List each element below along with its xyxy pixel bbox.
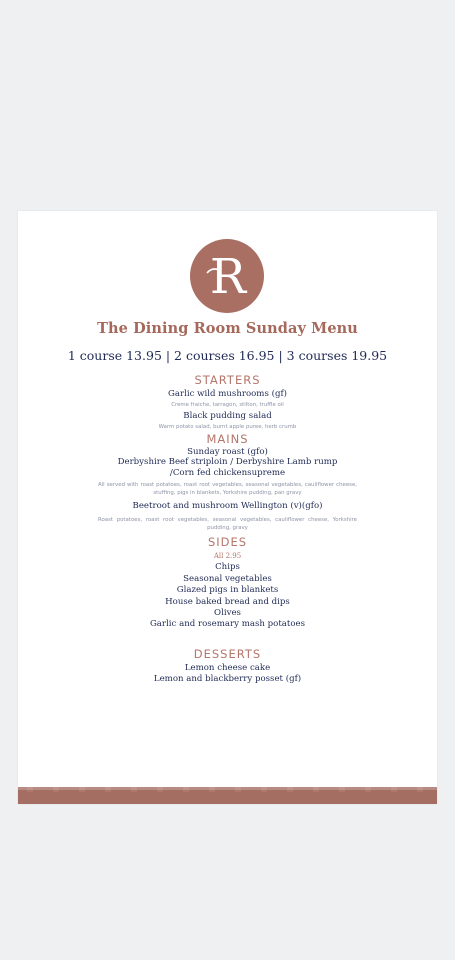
starter-item-name: Garlic wild mushrooms (gf) [168,389,287,399]
side-item: Garlic and rosemary mash potatoes [149,619,306,629]
svg-text:R: R [209,249,247,305]
main-item-name: Beetroot and mushroom Wellington (v)(gfo) [132,501,323,511]
main-item-name: Derbyshire Beef striploin / Derbyshire Lamb rump /Corn fed chickensupreme [117,457,338,478]
sides-heading: SIDES [207,535,248,549]
mains-heading: MAINS [206,432,249,446]
desserts-heading: DESSERTS [193,647,262,661]
starter-item-desc: Creme fraiche, tarragon, stilton, truffle oil [171,402,284,408]
starter-item-desc: Warm potato salad, burnt apple puree, herb crumb [158,424,297,430]
starter-item-name: Black pudding salad [183,411,272,421]
restaurant-logo [190,239,264,313]
menu-title: The Dining Room Sunday Menu [97,320,358,337]
main-item-desc: Roast potatoes, roast root vegetables, seasonal vegetables, cauliflower cheese, Yorkshire pudding, gravy [98,517,357,531]
starters-heading: STARTERS [194,373,261,387]
side-item: House baked bread and dips [165,597,290,607]
menu-card [18,211,437,804]
footer-band [18,790,437,804]
side-item: Seasonal vegetables [183,574,272,584]
main-item-name: Sunday roast (gfo) [187,447,268,457]
side-item: Olives [214,608,241,618]
side-item: Glazed pigs in blankets [176,585,279,595]
sides-price-note: All 2.95 [213,552,242,560]
main-item-desc: All served with roast potatoes, roast root vegetables, seasonal vegetables, cauliflower cheese, stuffing, pigs in blankets, Yorkshire pudding, pan gravy [98,482,357,496]
side-item: Chips [215,562,240,572]
course-prices: 1 course 13.95 | 2 courses 16.95 | 3 courses 19.95 [67,348,388,363]
dessert-item: Lemon cheese cake [184,663,271,673]
dessert-item: Lemon and blackberry posset (gf) [153,674,302,684]
logo-letter-r-icon [190,239,264,313]
